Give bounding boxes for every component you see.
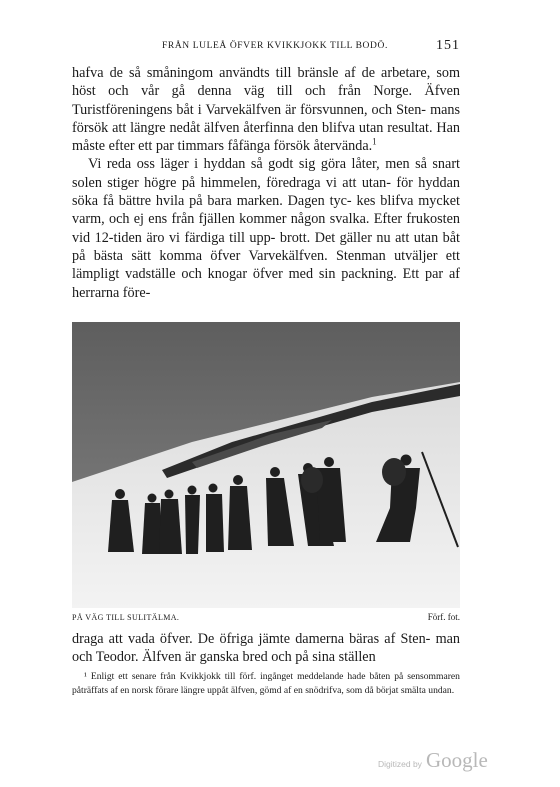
footnote-ref: 1 [372,136,377,147]
digitized-by-label: Digitized by [378,759,422,769]
paragraph-2 [72,155,460,301]
running-title: FRÅN LULEÅ ÖFVER KVIKKJOKK TILL BODÖ. [162,41,388,51]
text-line: Varvekälfven. Stenman utväljer ett lämpligt vadställe och [72,247,460,283]
text-line: för hyddan söka få bättre hvila på bara marken. Dagen tyc- [72,174,461,210]
text-line: svalka. Efter frukosten vid 12-tiden äro vi färdiga till upp- [72,211,460,246]
footnote-line: snödrifva, som då börjat smälta undan. [305,685,455,696]
paragraph-1 [72,64,460,155]
text-line: återvända. [313,138,373,155]
text-line: Vi reda oss läger i hyddan så godt sig göra låter, men så [88,156,427,173]
text-line: man och Teodor. Älfven är ganska bred och på sina ställen [72,631,460,666]
digitized-watermark [378,748,488,773]
text-line: snart solen stiger högre på himmelen, föredraga vi att utan- [72,156,460,191]
footnote [72,670,460,698]
text-line: resultat. Han måste efter ett par timmars fåfänga försök [72,119,461,155]
text-line: brott. Det gäller nu att utan båt på bästa sätt komma öfver [72,229,461,264]
main-text [72,64,460,302]
photograph [72,322,460,608]
footnote-text [72,670,460,698]
text-line: hafva de så småningom användts till bränsle af de arbetare, [72,65,431,81]
figure-caption: PÅ VÄG TILL SULITÄLMA. [72,613,180,622]
text-line: draga att vada öfver. De öfriga jämte damerna bäras af Sten- [72,631,431,647]
text-line: knogar öfver med sin packning. Ett par af herrarna före- [72,266,460,301]
footnote-line: ¹ Enligt ett senare från Kvikkjokk till förf. ingånget meddelande hade båten [84,671,391,682]
text-line: Turistföreningens båt i Varvekälfven är försvunnen, och Sten- [72,101,427,118]
text-line: kes blifva mycket varm, och ej ens från fjällen kommer någon [72,193,461,228]
continuation-text [72,630,460,667]
footnote-line: på sensommaren påträffats af en norsk förare längre uppåt älfven, gömd af en [72,671,460,696]
google-logo: Google [425,748,488,772]
text-line: mans försök att längre nedåt älfven återfinna den blifva utan [72,101,461,136]
photo-credit: Förf. fot. [427,612,460,622]
paragraph-continuation [72,630,460,667]
running-head [72,38,460,56]
page-number: 151 [436,38,460,53]
text-line: som höst och vår gå denna väg till och från Norge. Äfven [72,65,460,100]
